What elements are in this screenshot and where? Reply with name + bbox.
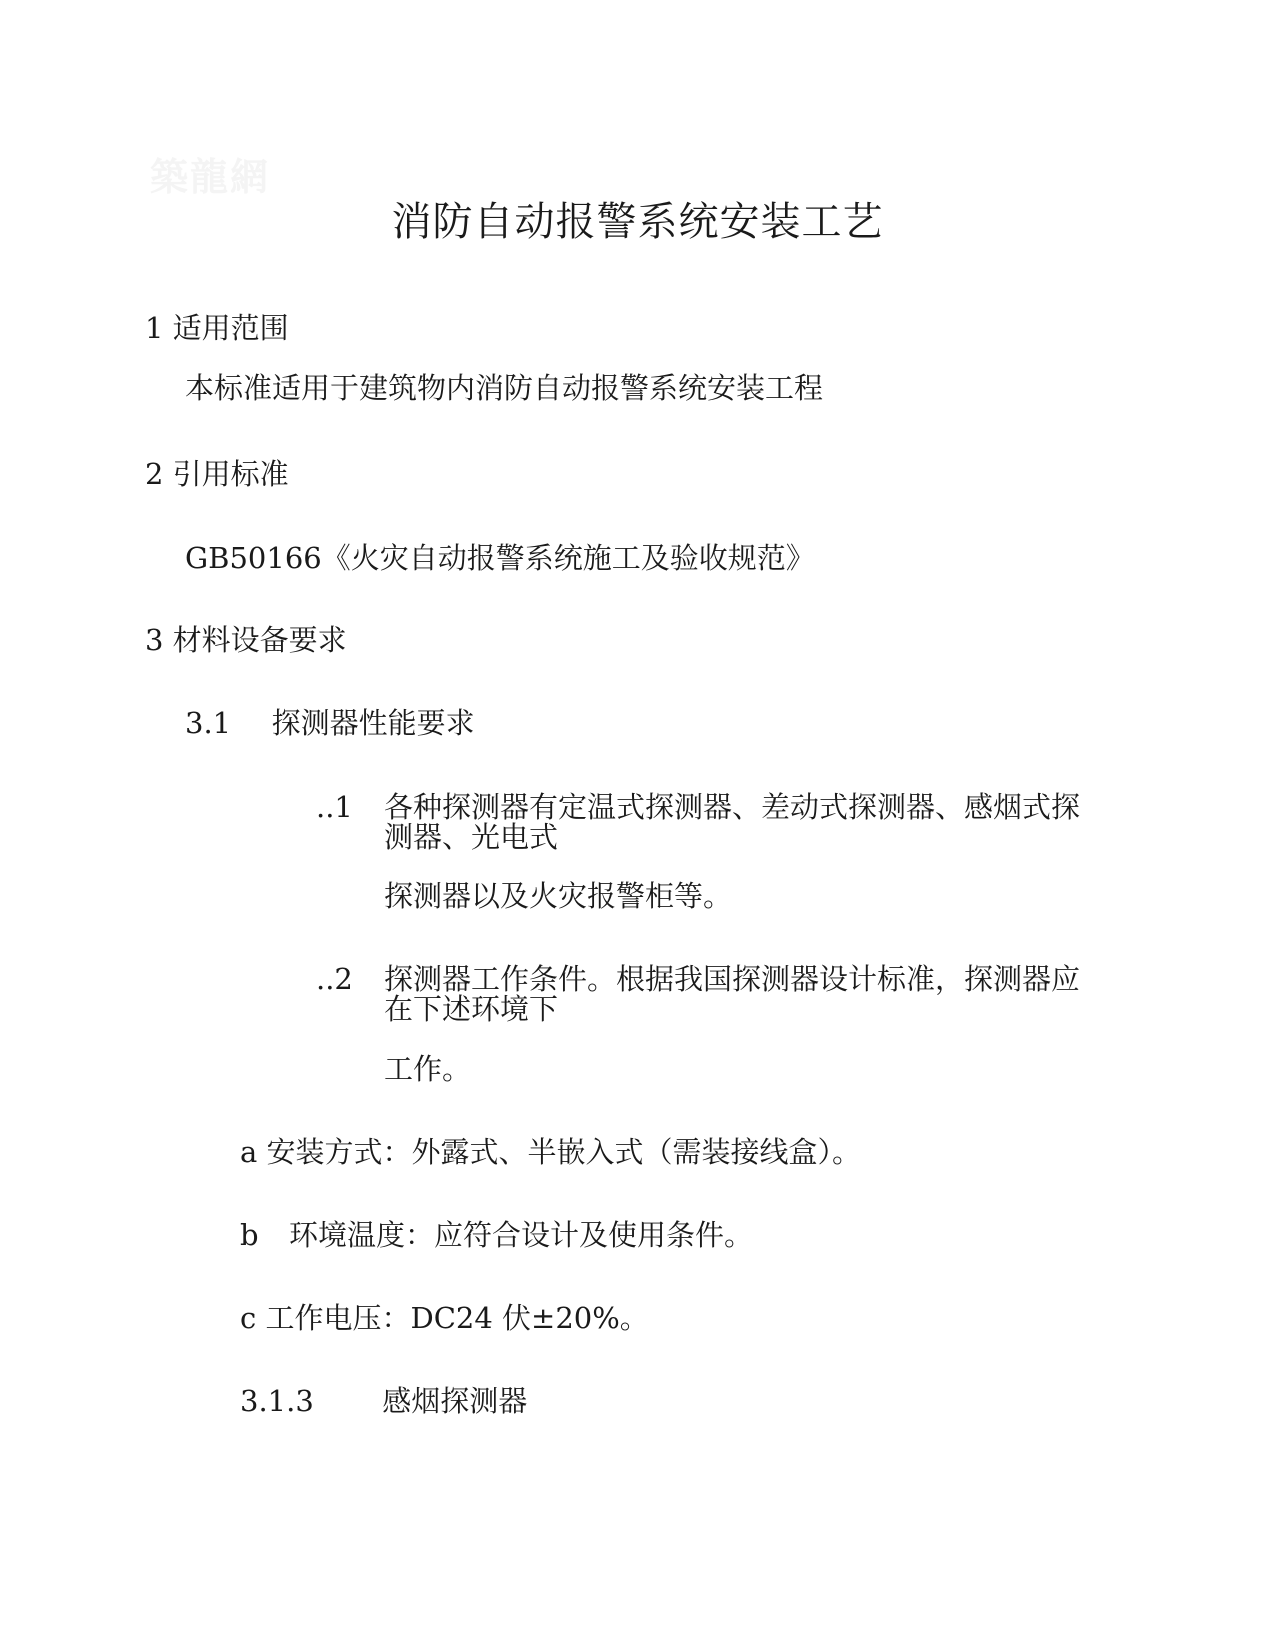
section-3-number: 3 — [145, 623, 164, 657]
condition-a-text: 安装方式：外露式、半嵌入式（需装接线盒）。 — [266, 1135, 862, 1169]
subsection-3-1-3-number: 3.1.3 — [240, 1384, 314, 1418]
section-1-body: 本标准适用于建筑物内消防自动报警系统安装工程 — [185, 371, 824, 405]
item-1-continuation: 探测器以及火灾报警柜等。 — [384, 879, 733, 913]
subsection-3-1-number: 3.1 — [185, 706, 232, 740]
watermark-logo: 築龍網 — [150, 154, 271, 199]
section-1-title: 适用范围 — [172, 311, 289, 345]
condition-c-text: 工作电压：DC24 伏±20%。 — [265, 1301, 649, 1335]
condition-a-letter: a — [240, 1135, 258, 1169]
item-2-number: ..2 — [316, 962, 353, 996]
document-title: 消防自动报警系统安装工艺 — [391, 199, 884, 245]
section-1-heading — [145, 312, 289, 344]
section-2-body: GB50166《火灾自动报警系统施工及验收规范》 — [185, 541, 815, 575]
list-item — [316, 964, 1116, 1034]
condition-b-letter: b — [240, 1218, 259, 1252]
section-3-title: 材料设备要求 — [172, 623, 347, 657]
subsection-3-1-3-heading — [240, 1385, 527, 1417]
item-1-number: ..1 — [316, 790, 353, 824]
item-1-text: 各种探测器有定温式探测器、差动式探测器、感烟式探测器、光电式 — [384, 790, 1081, 854]
section-1-number: 1 — [145, 311, 164, 345]
condition-b — [240, 1219, 753, 1251]
section-3-heading — [145, 624, 347, 656]
item-2-continuation: 工作。 — [384, 1052, 472, 1086]
condition-c-letter: c — [240, 1301, 257, 1335]
item-2-text: 探测器工作条件。根据我国探测器设计标准，探测器应在下述环境下 — [384, 962, 1081, 1026]
subsection-3-1-heading — [185, 707, 475, 739]
section-2-number: 2 — [145, 457, 164, 491]
condition-a — [240, 1136, 861, 1168]
section-2-heading — [145, 458, 289, 490]
condition-b-text: 环境温度：应符合设计及使用条件。 — [289, 1218, 754, 1252]
list-item — [316, 792, 1116, 862]
subsection-3-1-title: 探测器性能要求 — [271, 706, 475, 740]
condition-c — [240, 1302, 649, 1334]
section-2-title: 引用标准 — [172, 457, 289, 491]
subsection-3-1-3-title: 感烟探测器 — [382, 1384, 528, 1418]
